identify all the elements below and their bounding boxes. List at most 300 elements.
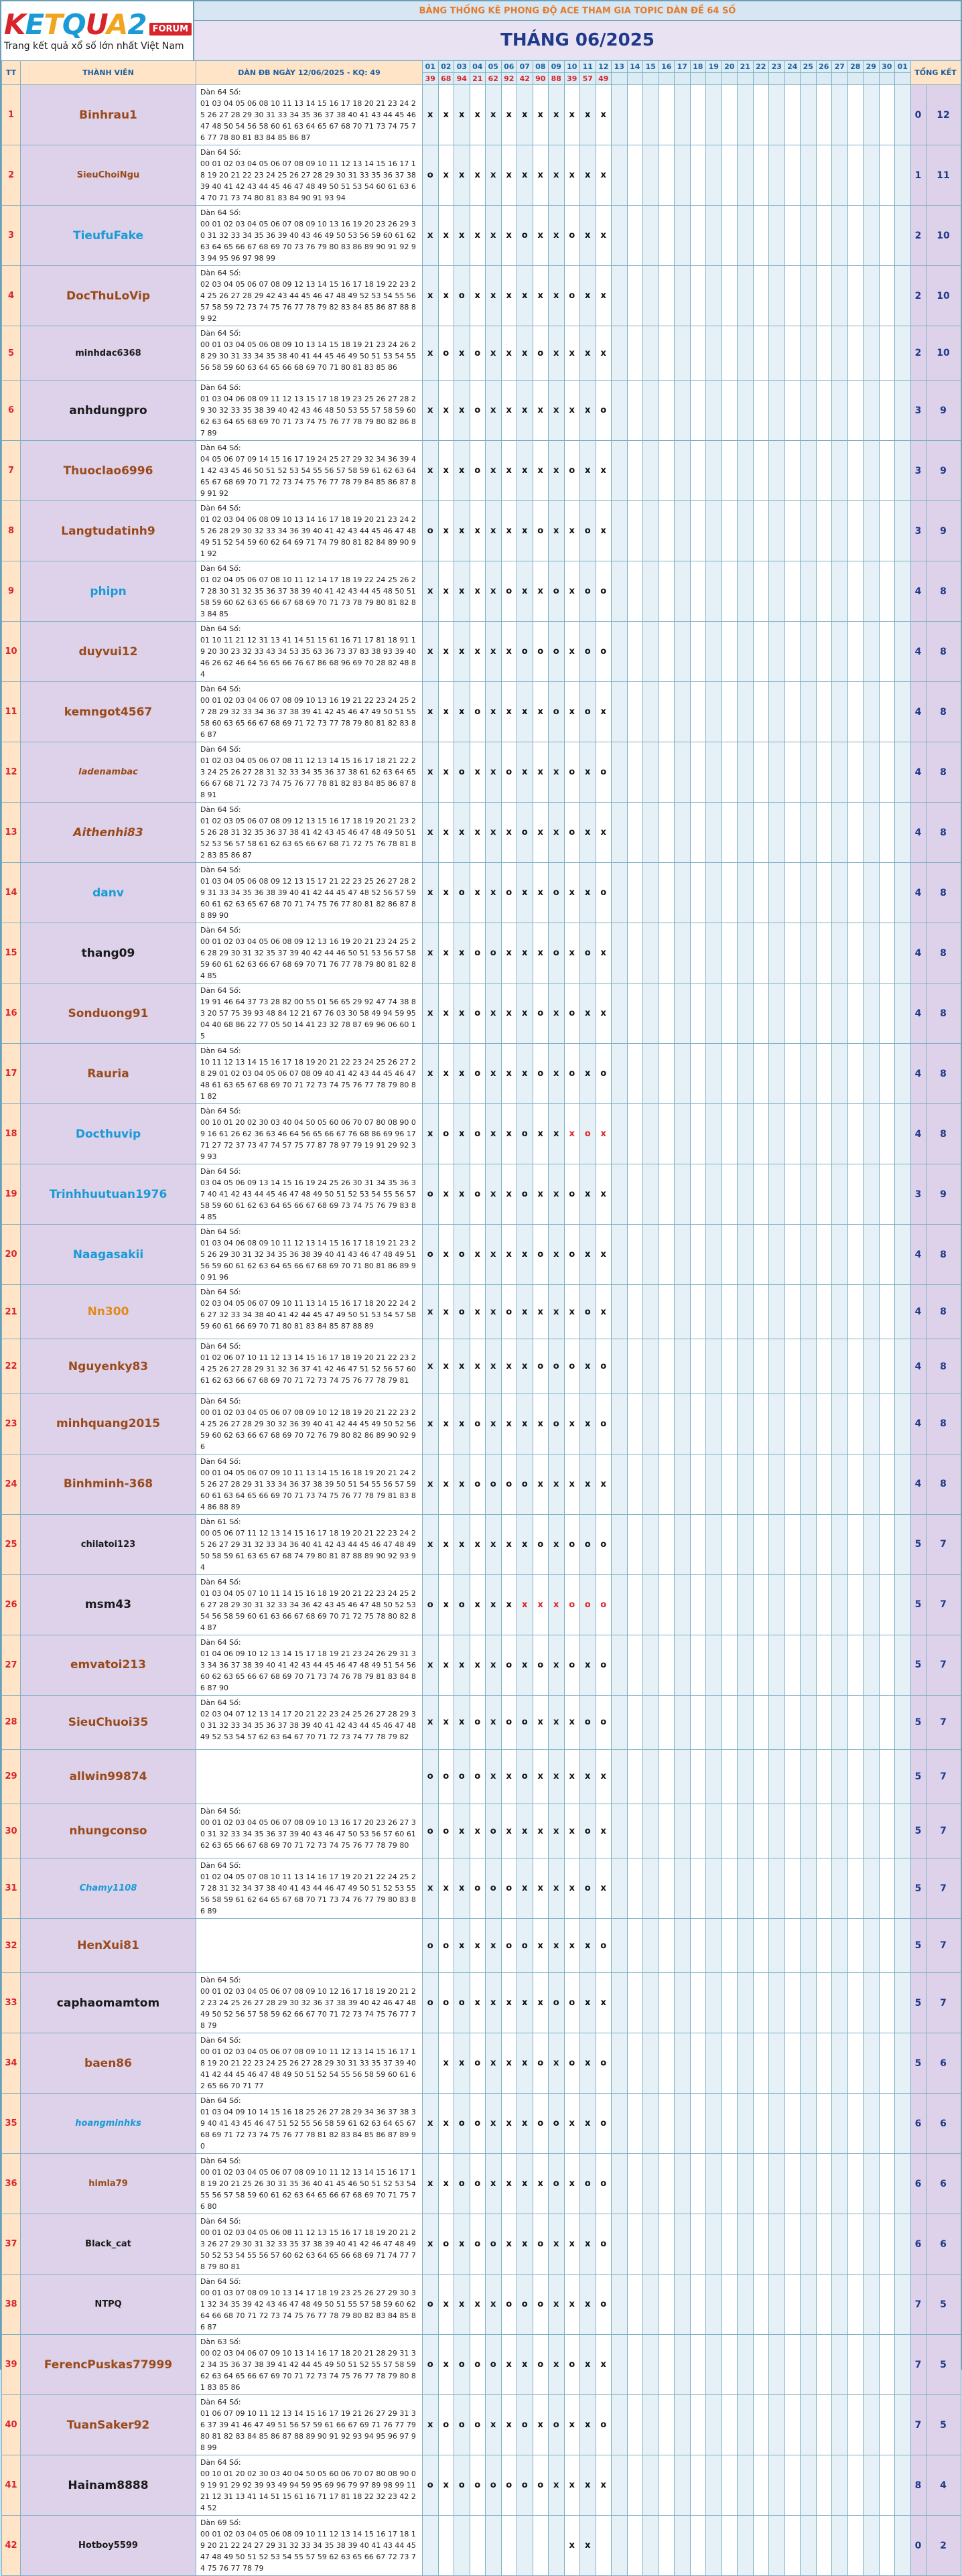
mark-cell — [832, 1919, 848, 1973]
mark-cell: o — [423, 1973, 439, 2033]
mark-cell — [612, 923, 628, 984]
miss-count: 4 — [910, 1339, 926, 1394]
mark-cell: o — [454, 1973, 470, 2033]
mark-cell — [879, 2395, 895, 2455]
member-name[interactable]: hoangminhks — [21, 2094, 196, 2154]
day-header: 24 — [784, 61, 801, 73]
mark-cell — [706, 1695, 722, 1749]
mark-cell — [706, 2094, 722, 2154]
member-name[interactable]: chilatoi123 — [21, 1514, 196, 1574]
mark-cell — [753, 2094, 769, 2154]
mark-cell — [690, 381, 706, 441]
mark-cell — [706, 1394, 722, 1454]
mark-cell: x — [549, 2455, 565, 2516]
row-number: 17 — [2, 1044, 21, 1104]
mark-cell: o — [580, 1858, 596, 1919]
mark-cell — [895, 1454, 911, 1514]
mark-cell — [738, 2516, 754, 2576]
mark-cell: x — [454, 1339, 470, 1394]
mark-cell — [738, 803, 754, 863]
mark-cell — [612, 1574, 628, 1635]
mark-cell — [832, 2455, 848, 2516]
member-name[interactable]: Hotboy5599 — [21, 2516, 196, 2576]
mark-cell: x — [517, 1804, 533, 1858]
member-name[interactable]: ladenambac — [21, 742, 196, 803]
mark-cell: o — [423, 145, 439, 206]
member-name[interactable]: Thuoclao6996 — [21, 441, 196, 501]
mark-cell: o — [564, 1973, 580, 2033]
mark-cell — [879, 682, 895, 742]
member-name[interactable]: Aithenhi83 — [21, 803, 196, 863]
member-name[interactable]: Chamy1108 — [21, 1858, 196, 1919]
mark-cell — [690, 1919, 706, 1973]
mark-cell: x — [486, 1044, 502, 1104]
mark-cell — [784, 1164, 801, 1225]
mark-cell — [690, 2214, 706, 2275]
mark-cell — [864, 1574, 880, 1635]
mark-cell: o — [501, 1285, 517, 1339]
mark-cell: x — [423, 561, 439, 622]
mark-cell — [769, 923, 785, 984]
mark-cell — [879, 863, 895, 923]
mark-cell: x — [486, 742, 502, 803]
mark-cell: x — [517, 145, 533, 206]
mark-cell — [769, 2154, 785, 2214]
mark-cell: x — [596, 803, 612, 863]
mark-cell — [832, 2033, 848, 2094]
mark-cell — [643, 2214, 659, 2275]
mark-cell: o — [580, 622, 596, 682]
mark-cell — [753, 326, 769, 381]
member-name[interactable]: SieuChuoi35 — [21, 1695, 196, 1749]
mark-cell — [706, 742, 722, 803]
mark-cell: o — [517, 1749, 533, 1804]
mark-cell — [832, 1164, 848, 1225]
mark-cell — [816, 2154, 832, 2214]
mark-cell: x — [486, 1514, 502, 1574]
mark-cell — [832, 1514, 848, 1574]
mark-cell — [627, 1749, 643, 1804]
result-cell — [738, 73, 754, 85]
member-name[interactable]: Binhrau1 — [21, 85, 196, 145]
mark-cell — [722, 1394, 738, 1454]
mark-cell — [816, 1339, 832, 1394]
member-name[interactable]: Black_cat — [21, 2214, 196, 2275]
mark-cell: x — [564, 2154, 580, 2214]
table-row — [2, 2335, 961, 2395]
mark-cell — [801, 2516, 817, 2576]
mark-cell — [784, 2033, 801, 2094]
mark-cell: o — [596, 2154, 612, 2214]
table-row — [2, 1454, 961, 1514]
total-count: 8 — [926, 1225, 961, 1285]
mark-cell — [816, 2094, 832, 2154]
member-name[interactable]: Nn300 — [21, 1285, 196, 1339]
mark-cell — [627, 1695, 643, 1749]
mark-cell — [706, 2275, 722, 2335]
mark-cell: o — [564, 2033, 580, 2094]
member-name[interactable]: Rauria — [21, 1044, 196, 1104]
mark-cell — [627, 1804, 643, 1858]
mark-cell: o — [423, 1225, 439, 1285]
mark-cell — [895, 923, 911, 984]
mark-cell: x — [454, 1695, 470, 1749]
member-name[interactable]: danv — [21, 863, 196, 923]
mark-cell: x — [596, 1285, 612, 1339]
mark-cell — [816, 1164, 832, 1225]
mark-cell: x — [423, 441, 439, 501]
mark-cell: o — [470, 2335, 486, 2395]
mark-cell: x — [517, 1514, 533, 1574]
mark-cell — [769, 1695, 785, 1749]
mark-cell — [690, 1695, 706, 1749]
table-row — [2, 206, 961, 266]
mark-cell — [753, 2214, 769, 2275]
member-name[interactable]: minhquang2015 — [21, 1394, 196, 1454]
member-name[interactable]: Docthuvip — [21, 1104, 196, 1164]
dan-list: 01 03 04 05 07 10 11 14 15 16 18 19 20 21 22 23 24 25 26 27 28 29 30 31 32 33 34 36 42 43 45 46 47 48 50 52 53 54 56 58 59 60 61 63 66 67 68 69 70 71 72 75 78 80 82 84 87 — [200, 1588, 416, 1632]
mark-cell: x — [423, 1339, 439, 1394]
mark-cell — [879, 622, 895, 682]
logo-forum-badge: FORUM — [149, 23, 192, 36]
mark-cell — [722, 2094, 738, 2154]
mark-cell: x — [454, 2033, 470, 2094]
mark-cell — [706, 2516, 722, 2576]
dan-title: Dàn 64 Số: — [200, 1227, 241, 1237]
member-name[interactable]: duyvui12 — [21, 622, 196, 682]
total-count: 7 — [926, 1574, 961, 1635]
mark-cell: x — [549, 742, 565, 803]
member-name[interactable]: baen86 — [21, 2033, 196, 2094]
mark-cell — [627, 1858, 643, 1919]
mark-cell: x — [564, 1695, 580, 1749]
mark-cell: x — [580, 206, 596, 266]
mark-cell — [612, 2275, 628, 2335]
mark-cell: o — [533, 326, 549, 381]
mark-cell — [801, 381, 817, 441]
mark-cell — [769, 1919, 785, 1973]
mark-cell — [643, 1104, 659, 1164]
mark-cell: x — [580, 266, 596, 326]
mark-cell: x — [596, 2335, 612, 2395]
mark-cell — [801, 206, 817, 266]
mark-cell — [879, 2455, 895, 2516]
dan-title: Dàn 64 Số: — [200, 685, 241, 694]
mark-cell — [847, 2094, 864, 2154]
mark-cell: x — [470, 622, 486, 682]
mark-cell — [864, 2094, 880, 2154]
mark-cell — [801, 561, 817, 622]
member-name[interactable]: TieufuFake — [21, 206, 196, 266]
mark-cell — [627, 2154, 643, 2214]
col-header-total: TỔNG KẾT — [910, 61, 961, 85]
mark-cell — [847, 1454, 864, 1514]
mark-cell — [769, 1804, 785, 1858]
mark-cell — [627, 145, 643, 206]
mark-cell — [832, 1749, 848, 1804]
mark-cell: x — [564, 1919, 580, 1973]
mark-cell — [659, 1695, 675, 1749]
mark-cell — [864, 2395, 880, 2455]
mark-cell: o — [423, 1749, 439, 1804]
day-header: 25 — [801, 61, 817, 73]
mark-cell — [895, 2516, 911, 2576]
mark-cell — [643, 984, 659, 1044]
mark-cell — [784, 1804, 801, 1858]
dan-list: 01 02 03 05 06 07 08 09 12 13 15 16 17 18 19 20 21 23 25 26 28 31 32 35 36 37 38 41 42 43 45 46 47 48 49 50 51 52 53 56 57 58 61 62 63 65 66 67 68 71 72 75 76 78 81 82 83 85 86 87 — [200, 817, 416, 860]
mark-cell — [784, 682, 801, 742]
mark-cell — [738, 85, 754, 145]
member-name[interactable]: phipn — [21, 561, 196, 622]
mark-cell: x — [517, 2214, 533, 2275]
member-name[interactable]: SieuChoiNgu — [21, 145, 196, 206]
mark-cell — [816, 1044, 832, 1104]
row-number: 35 — [2, 2094, 21, 2154]
mark-cell — [643, 1973, 659, 2033]
dan-list: 00 01 02 03 04 05 06 08 11 12 13 15 16 17 18 19 20 21 23 26 27 29 30 31 32 33 35 37 38 39 40 41 42 46 47 48 49 50 52 53 54 55 56 57 60 62 63 64 65 66 68 69 71 74 77 78 79 80 81 — [200, 2228, 416, 2272]
dan-numbers — [196, 501, 423, 561]
mark-cell: x — [564, 1454, 580, 1514]
mark-cell — [753, 1164, 769, 1225]
dan-numbers — [196, 561, 423, 622]
mark-cell — [612, 1285, 628, 1339]
mark-cell — [753, 381, 769, 441]
mark-cell — [675, 1919, 691, 1973]
mark-cell — [816, 1804, 832, 1858]
member-name[interactable]: TuanSaker92 — [21, 2395, 196, 2455]
mark-cell: o — [423, 1574, 439, 1635]
mark-cell — [675, 1695, 691, 1749]
mark-cell — [612, 145, 628, 206]
day-header: 29 — [864, 61, 880, 73]
member-name[interactable]: caphaomamtom — [21, 1973, 196, 2033]
mark-cell: o — [596, 1044, 612, 1104]
mark-cell — [738, 1454, 754, 1514]
mark-cell — [784, 1044, 801, 1104]
mark-cell: o — [596, 381, 612, 441]
mark-cell — [643, 206, 659, 266]
member-name[interactable]: nhungconso — [21, 1804, 196, 1858]
member-name[interactable]: Sonduong91 — [21, 984, 196, 1044]
mark-cell: o — [596, 1919, 612, 1973]
result-cell — [784, 73, 801, 85]
mark-cell: x — [564, 2275, 580, 2335]
mark-cell — [879, 561, 895, 622]
mark-cell — [706, 326, 722, 381]
mark-cell — [675, 923, 691, 984]
mark-cell — [753, 1804, 769, 1858]
mark-cell: x — [580, 1339, 596, 1394]
mark-cell: o — [501, 2455, 517, 2516]
mark-cell — [675, 1574, 691, 1635]
mark-cell: x — [533, 1164, 549, 1225]
header-title: BẢNG THỐNG KÊ PHONG ĐỘ ACE THAM GIA TOPIC DÀN ĐỀ 64 SỐ — [194, 1, 961, 21]
mark-cell — [627, 1635, 643, 1695]
mark-cell: x — [454, 381, 470, 441]
mark-cell: o — [438, 1919, 454, 1973]
mark-cell — [847, 2335, 864, 2395]
member-name[interactable]: msm43 — [21, 1574, 196, 1635]
member-name[interactable]: anhdungpro — [21, 381, 196, 441]
member-name[interactable]: Langtudatinh9 — [21, 501, 196, 561]
mark-cell — [627, 266, 643, 326]
mark-cell: x — [549, 266, 565, 326]
mark-cell — [895, 863, 911, 923]
total-count: 7 — [926, 1749, 961, 1804]
member-name[interactable]: allwin99874 — [21, 1749, 196, 1804]
member-name[interactable]: Naagasakii — [21, 1225, 196, 1285]
miss-count: 3 — [910, 381, 926, 441]
dan-title: Dàn 64 Số: — [200, 1861, 241, 1871]
result-cell — [879, 73, 895, 85]
mark-cell: o — [470, 1164, 486, 1225]
mark-cell — [832, 923, 848, 984]
member-name[interactable]: minhdac6368 — [21, 326, 196, 381]
miss-count: 5 — [910, 1695, 926, 1749]
mark-cell — [895, 1514, 911, 1574]
mark-cell — [769, 622, 785, 682]
mark-cell — [738, 984, 754, 1044]
mark-cell — [659, 1973, 675, 2033]
dan-numbers — [196, 145, 423, 206]
mark-cell — [784, 923, 801, 984]
member-name[interactable]: DocThuLoVip — [21, 266, 196, 326]
mark-cell — [659, 145, 675, 206]
mark-cell — [643, 266, 659, 326]
mark-cell: x — [517, 1285, 533, 1339]
day-header: 28 — [847, 61, 864, 73]
mark-cell — [690, 441, 706, 501]
mark-cell: x — [564, 2395, 580, 2455]
dan-list: 01 03 04 06 08 09 11 12 13 15 17 18 19 23 25 26 27 28 29 30 32 33 35 38 39 40 42 43 46 48 50 53 55 57 58 59 60 62 63 64 65 68 69 70 71 73 74 75 76 77 78 79 80 82 86 87 89 — [200, 395, 416, 438]
mark-cell — [847, 1804, 864, 1858]
mark-cell: o — [517, 2395, 533, 2455]
mark-cell — [706, 561, 722, 622]
total-count: 8 — [926, 742, 961, 803]
dan-numbers — [196, 1635, 423, 1695]
mark-cell: x — [596, 326, 612, 381]
mark-cell — [816, 1454, 832, 1514]
mark-cell — [659, 2094, 675, 2154]
member-name[interactable]: FerencPuskas77999 — [21, 2335, 196, 2395]
mark-cell — [675, 206, 691, 266]
member-name[interactable]: Binhminh-368 — [21, 1454, 196, 1514]
mark-cell — [675, 2455, 691, 2516]
mark-cell — [706, 1285, 722, 1339]
mark-cell: x — [423, 1104, 439, 1164]
member-name[interactable]: kemngot4567 — [21, 682, 196, 742]
mark-cell — [675, 1804, 691, 1858]
mark-cell — [769, 2335, 785, 2395]
row-number: 22 — [2, 1339, 21, 1394]
mark-cell — [784, 1285, 801, 1339]
mark-cell — [879, 1394, 895, 1454]
mark-cell: x — [486, 2275, 502, 2335]
mark-cell — [895, 1695, 911, 1749]
mark-cell — [753, 1749, 769, 1804]
member-name[interactable]: emvatoi213 — [21, 1635, 196, 1695]
mark-cell — [895, 326, 911, 381]
mark-cell — [784, 561, 801, 622]
mark-cell: o — [580, 561, 596, 622]
table-row — [2, 2154, 961, 2214]
mark-cell: o — [438, 326, 454, 381]
mark-cell — [753, 1044, 769, 1104]
mark-cell — [895, 742, 911, 803]
mark-cell — [832, 1394, 848, 1454]
mark-cell — [832, 2395, 848, 2455]
mark-cell — [675, 2214, 691, 2275]
dan-title: Dàn 64 Số: — [200, 1167, 241, 1176]
mark-cell — [769, 863, 785, 923]
mark-cell — [816, 2214, 832, 2275]
mark-cell: o — [470, 1044, 486, 1104]
mark-cell: x — [596, 923, 612, 984]
member-name[interactable]: Trinhhuutuan1976 — [21, 1164, 196, 1225]
miss-count: 4 — [910, 803, 926, 863]
mark-cell: x — [549, 145, 565, 206]
dan-list: 02 03 04 05 06 07 09 10 11 13 14 15 16 17 18 20 22 24 26 27 32 33 34 38 40 41 42 44 45 47 49 50 51 53 54 57 58 59 60 61 66 69 70 71 80 81 83 84 85 87 88 89 — [200, 1299, 416, 1331]
mark-cell — [784, 2335, 801, 2395]
mark-cell: x — [564, 145, 580, 206]
member-name[interactable]: thang09 — [21, 923, 196, 984]
result-cell — [816, 73, 832, 85]
mark-cell — [612, 2033, 628, 2094]
mark-cell — [847, 1164, 864, 1225]
mark-cell — [753, 863, 769, 923]
miss-count: 8 — [910, 2455, 926, 2516]
mark-cell — [627, 863, 643, 923]
mark-cell — [706, 2455, 722, 2516]
mark-cell — [643, 1635, 659, 1695]
mark-cell — [816, 1394, 832, 1454]
mark-cell — [659, 803, 675, 863]
member-name[interactable]: Nguyenky83 — [21, 1339, 196, 1394]
mark-cell: x — [533, 803, 549, 863]
mark-cell — [675, 742, 691, 803]
mark-cell — [690, 622, 706, 682]
mark-cell — [801, 1225, 817, 1285]
member-name[interactable]: HenXui81 — [21, 1919, 196, 1973]
mark-cell: x — [438, 1164, 454, 1225]
dan-list: 00 01 02 03 04 05 06 07 08 09 10 12 18 19 20 21 22 23 24 25 26 27 28 29 30 32 36 39 40 41 42 44 45 49 50 52 56 59 60 62 63 66 67 68 69 70 72 76 79 80 82 86 89 90 92 96 — [200, 1408, 416, 1451]
mark-cell — [612, 326, 628, 381]
mark-cell — [612, 682, 628, 742]
mark-cell — [627, 2395, 643, 2455]
mark-cell — [706, 1044, 722, 1104]
mark-cell: x — [517, 266, 533, 326]
mark-cell — [769, 803, 785, 863]
mark-cell — [738, 1574, 754, 1635]
mark-cell — [879, 2094, 895, 2154]
mark-cell — [722, 2516, 738, 2576]
table-row — [2, 1919, 961, 1973]
mark-cell — [832, 1635, 848, 1695]
member-name[interactable]: NTPQ — [21, 2275, 196, 2335]
mark-cell: o — [470, 984, 486, 1044]
member-name[interactable]: Hainam8888 — [21, 2455, 196, 2516]
logo[interactable] — [1, 1, 194, 60]
mark-cell — [864, 85, 880, 145]
miss-count: 4 — [910, 1285, 926, 1339]
row-number: 8 — [2, 501, 21, 561]
mark-cell — [753, 1285, 769, 1339]
member-name[interactable]: himla79 — [21, 2154, 196, 2214]
mark-cell — [690, 1339, 706, 1394]
mark-cell — [784, 2214, 801, 2275]
dan-title: Dàn 64 Số: — [200, 88, 241, 96]
mark-cell — [643, 2395, 659, 2455]
